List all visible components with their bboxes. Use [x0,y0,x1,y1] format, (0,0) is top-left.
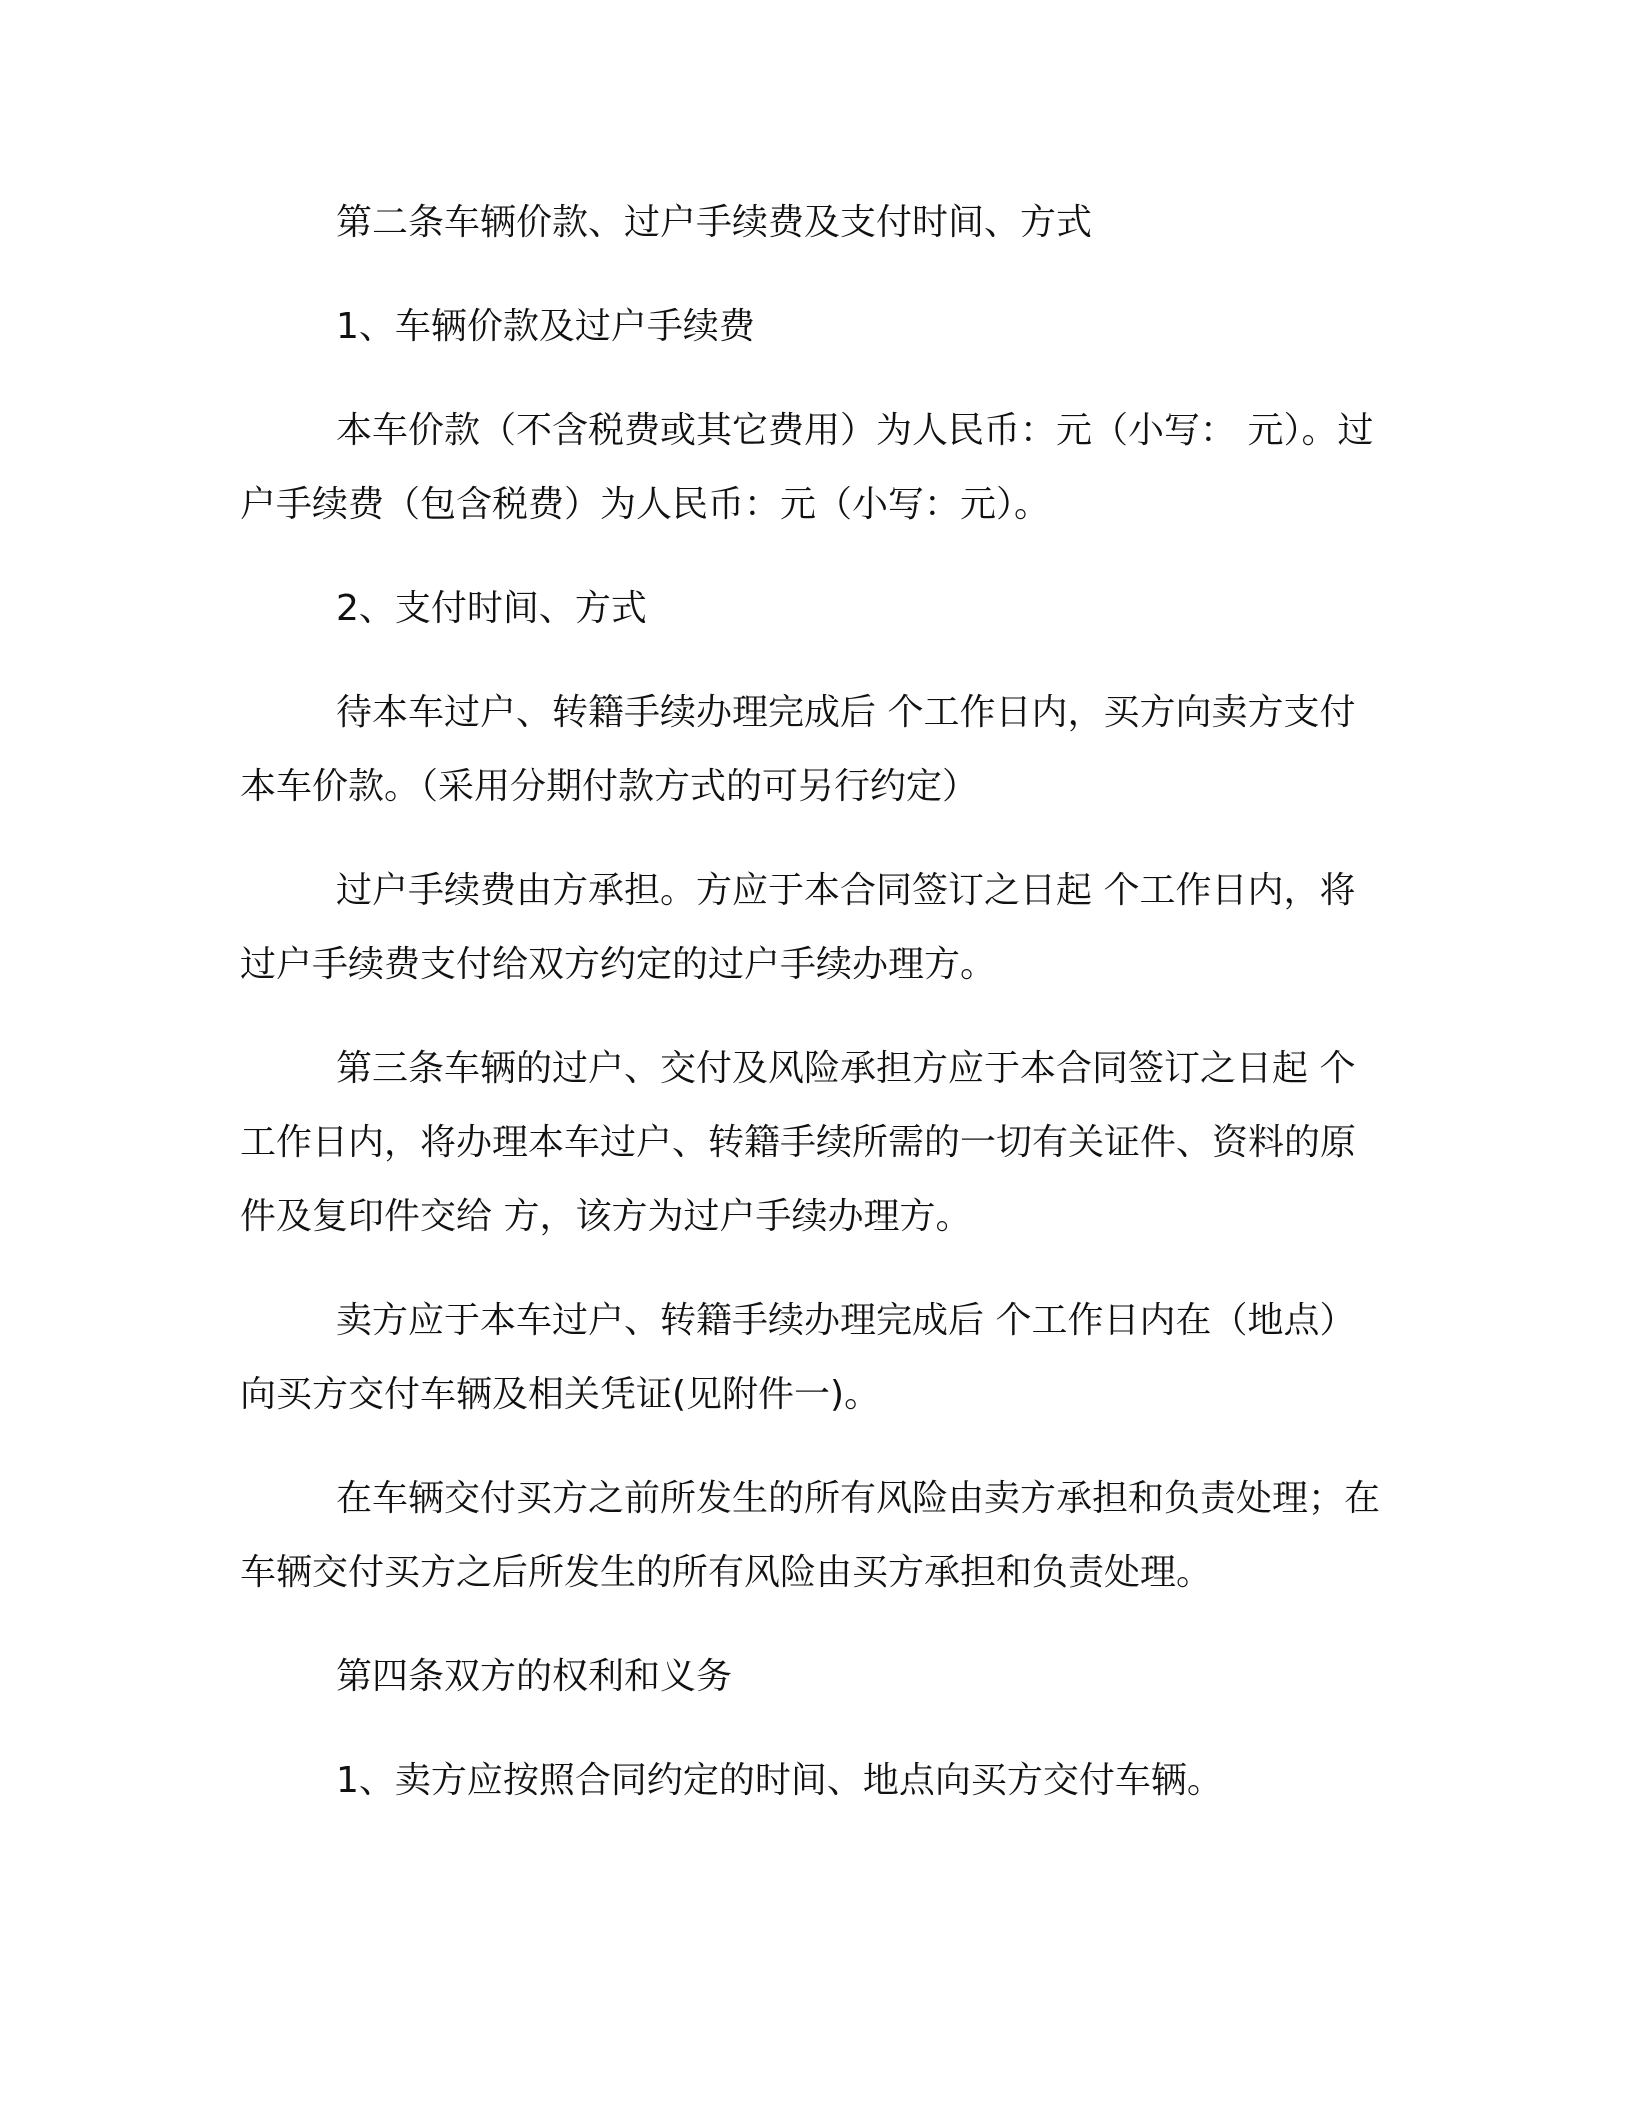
payment-paragraph: 待本车过户、转籍手续办理完成后 个工作日内，买方向卖方支付本车价款。（采用分期付款方式的可另行约定） [240,692,1356,807]
document-body [240,186,1390,1848]
seller-obligation-paragraph: 1、卖方应按照合同约定的时间、地点向买方交付车辆。 [336,1760,1223,1801]
transfer-fee-paragraph: 过户手续费由方承担。方应于本合同签订之日起 个工作日内，将过户手续费支付给双方约定的过户手续办理方。 [240,870,1356,985]
subsection-payment-heading: 2、支付时间、方式 [336,588,647,629]
price-paragraph: 本车价款（不含税费或其它费用）为人民币：元（小写： 元）。过户手续费（包含税费）为人民币：元（小写：元）。 [240,410,1374,525]
subsection-price-heading: 1、车辆价款及过户手续费 [336,306,755,347]
section-four-heading: 第四条双方的权利和义务 [336,1656,733,1697]
section-three-paragraph: 第三条车辆的过户、交付及风险承担方应于本合同签订之日起 个工作日内，将办理本车过户、转籍手续所需的一切有关证件、资料的原件及复印件交给 方，该方为过户手续办理方。 [240,1048,1357,1237]
section-two-heading: 第二条车辆价款、过户手续费及支付时间、方式 [336,202,1093,243]
risk-paragraph: 在车辆交付买方之前所发生的所有风险由卖方承担和负责处理；在车辆交付买方之后所发生的所有风险由买方承担和负责处理。 [240,1478,1381,1593]
delivery-paragraph: 卖方应于本车过户、转籍手续办理完成后 个工作日内在（地点）向买方交付车辆及相关凭证(见附件一)。 [240,1300,1356,1415]
